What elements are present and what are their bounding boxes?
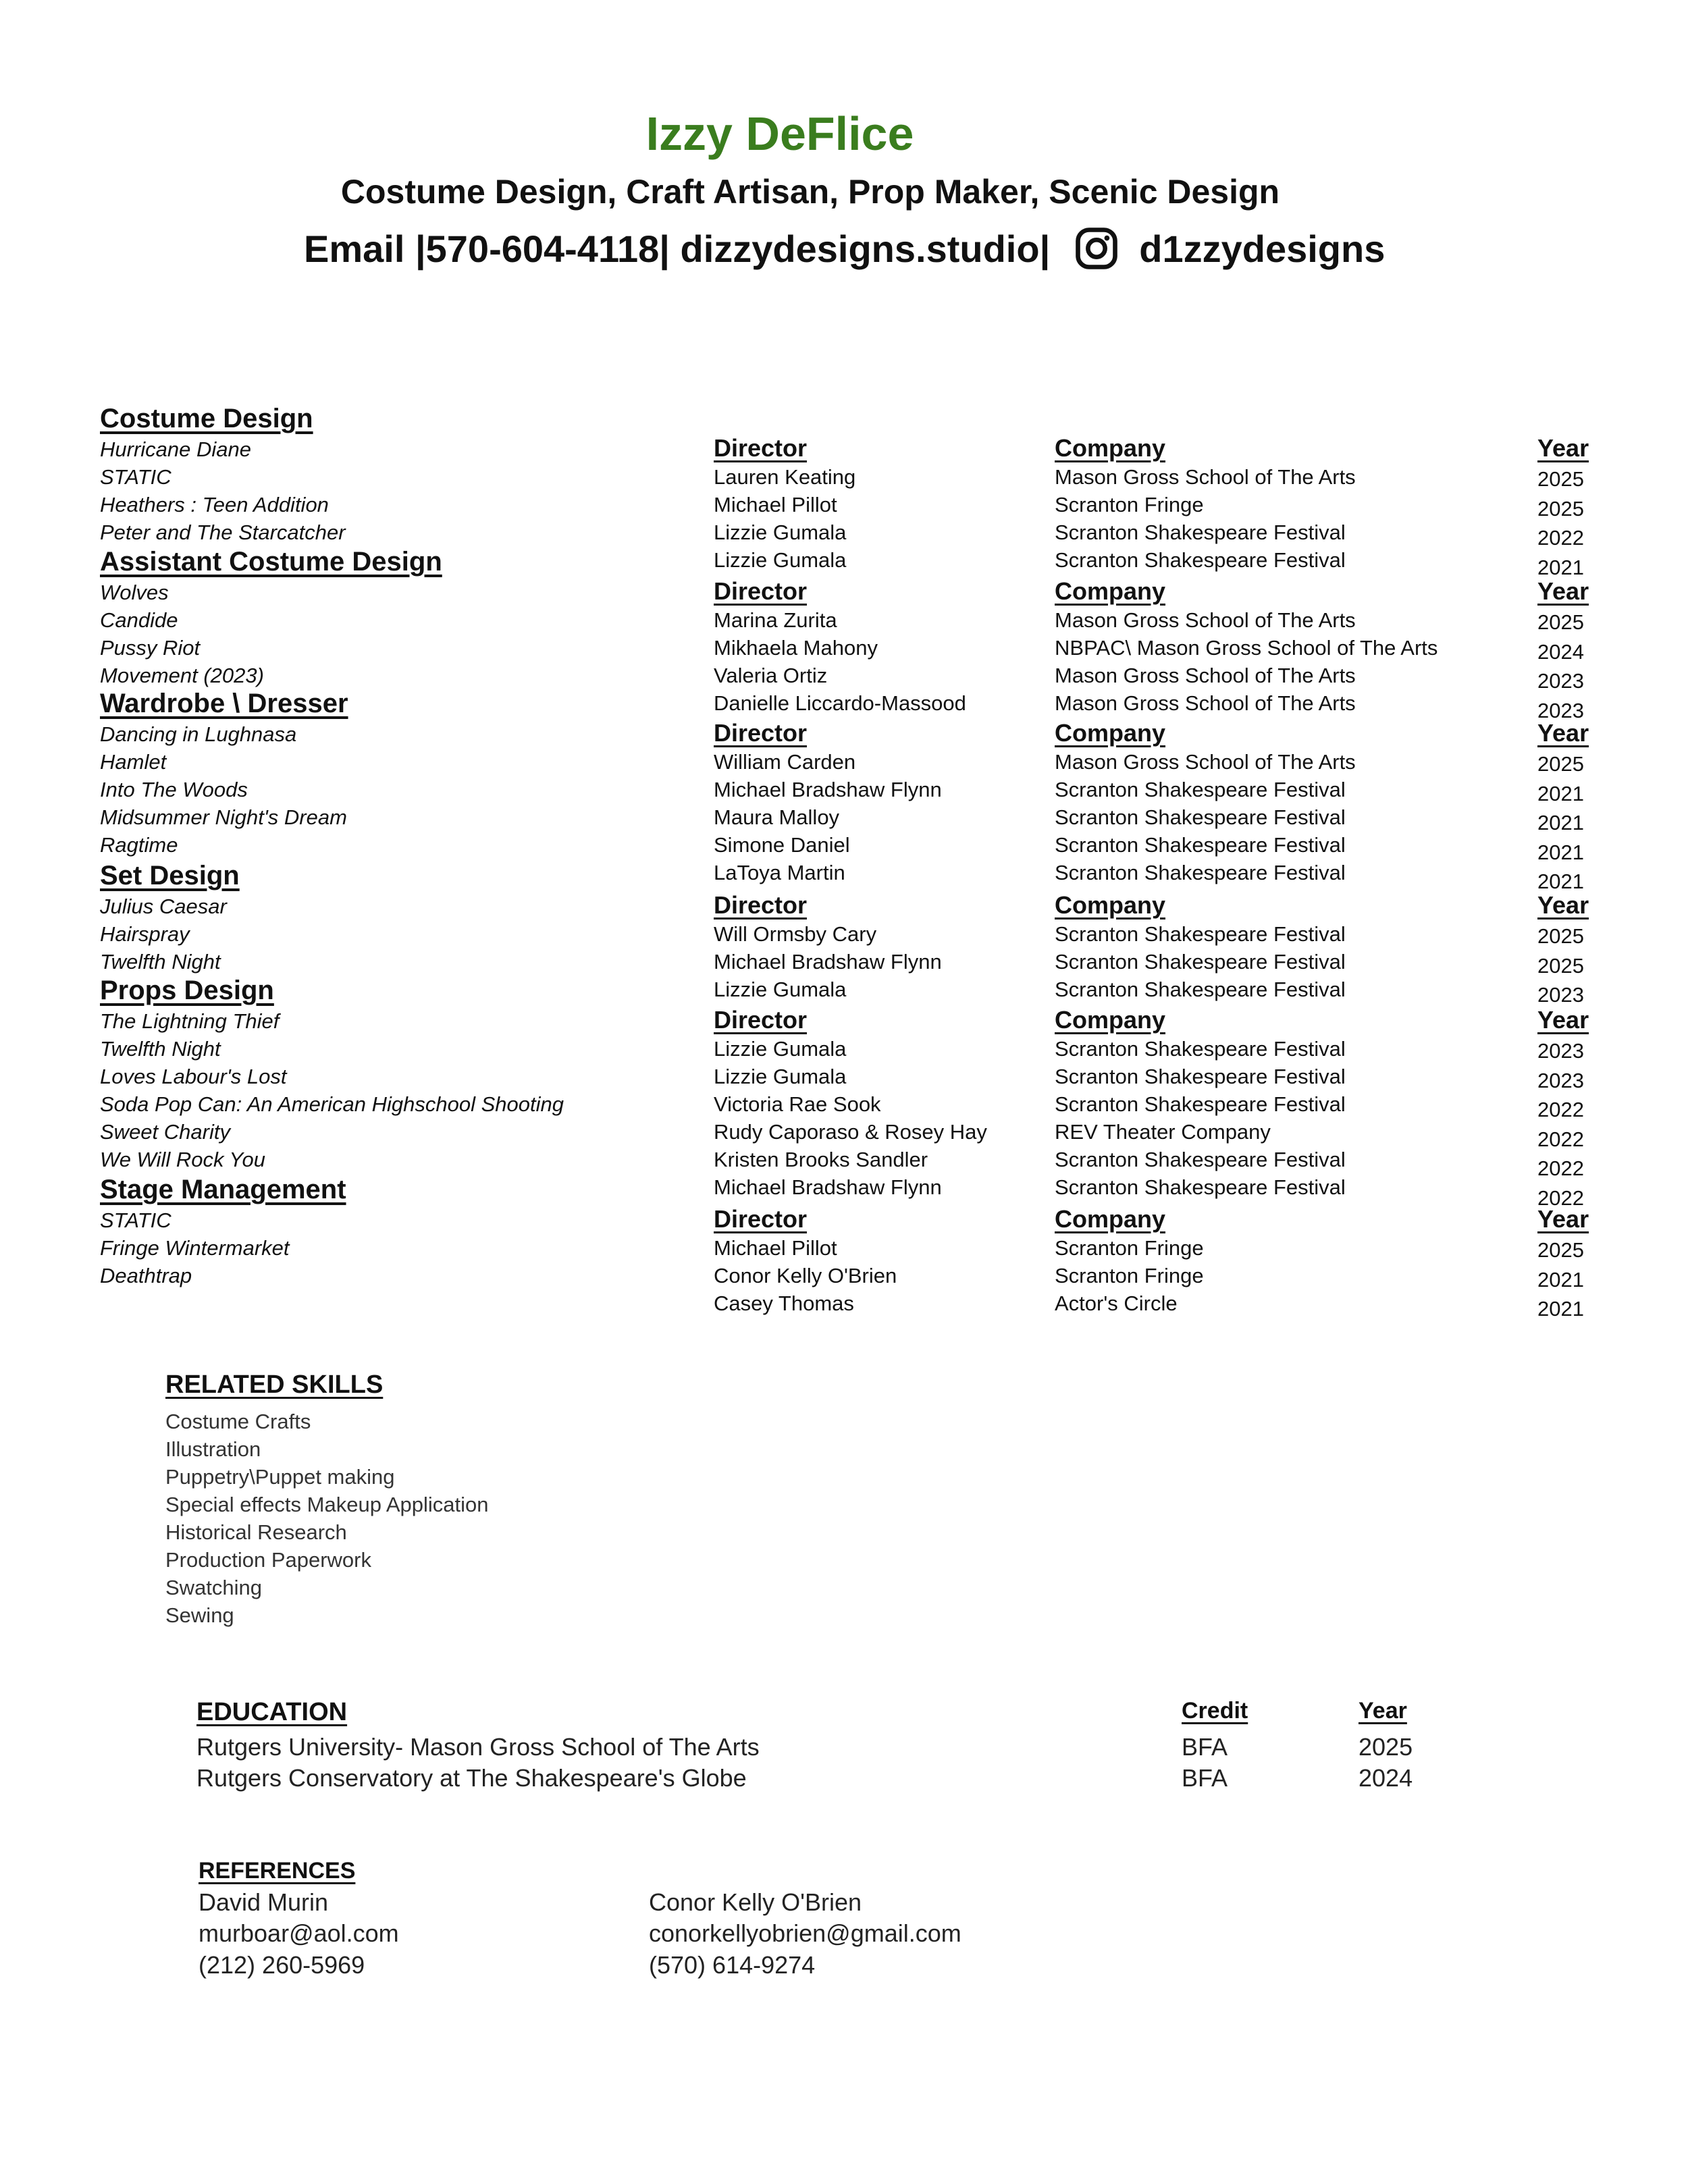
credit-show: Julius Caesar xyxy=(100,895,227,918)
credit-company: Mason Gross School of The Arts xyxy=(1055,664,1356,687)
reference-phone: (212) 260-5969 xyxy=(199,1951,365,1979)
credit-director: Lizzie Gumala xyxy=(714,978,847,1001)
company-column-header: Company xyxy=(1055,1006,1166,1034)
director-column-header: Director xyxy=(714,891,808,919)
credit-year: 2022 xyxy=(1537,1156,1584,1180)
credit-show: Heathers : Teen Addition xyxy=(100,493,329,516)
reference-phone: (570) 614-9274 xyxy=(649,1951,816,1979)
section-heading: Stage Management xyxy=(100,1175,346,1204)
director-column-header: Director xyxy=(714,434,808,462)
credit-director: William Carden xyxy=(714,750,856,774)
section-heading: Props Design xyxy=(100,976,274,1005)
credit-director: Lauren Keating xyxy=(714,465,856,489)
skill-item: Sewing xyxy=(165,1603,234,1627)
skill-item: Costume Crafts xyxy=(165,1410,311,1433)
reference-name: David Murin xyxy=(199,1888,329,1916)
credit-company: Scranton Shakespeare Festival xyxy=(1055,1065,1346,1088)
section-heading: Assistant Costume Design xyxy=(100,547,442,577)
credit-year: 2023 xyxy=(1537,669,1584,693)
credit-year: 2025 xyxy=(1537,610,1584,634)
credit-director: Michael Pillot xyxy=(714,1236,837,1260)
credit-show: Dancing in Lughnasa xyxy=(100,722,297,746)
credit-show: Into The Woods xyxy=(100,778,248,801)
credit-company: Actor's Circle xyxy=(1055,1291,1178,1315)
credit-director: Michael Pillot xyxy=(714,493,837,516)
credit-director: Lizzie Gumala xyxy=(714,548,847,572)
director-column-header: Director xyxy=(714,577,808,605)
company-column-header: Company xyxy=(1055,719,1166,747)
year-column-header: Year xyxy=(1537,1006,1589,1034)
section-heading: Wardrobe \ Dresser xyxy=(100,689,348,718)
credit-show: Candide xyxy=(100,608,178,632)
credit-year: 2022 xyxy=(1537,1098,1584,1121)
reference-email: conorkellyobrien@gmail.com xyxy=(649,1919,961,1947)
credit-show: Fringe Wintermarket xyxy=(100,1236,290,1260)
credit-company: Scranton Shakespeare Festival xyxy=(1055,805,1346,829)
resume-subtitle: Costume Design, Craft Artisan, Prop Maker, Scenic Design xyxy=(340,173,1280,211)
credit-year: 2022 xyxy=(1537,526,1584,550)
credit-director: Michael Bradshaw Flynn xyxy=(714,1175,942,1199)
credit-company: Scranton Fringe xyxy=(1055,1236,1204,1260)
credit-director: LaToya Martin xyxy=(714,861,845,884)
education-school: Rutgers University- Mason Gross School of The Arts xyxy=(196,1733,760,1761)
education-credit: BFA xyxy=(1182,1733,1228,1761)
education-heading: EDUCATION xyxy=(196,1698,348,1726)
credit-director: Victoria Rae Sook xyxy=(714,1092,881,1116)
education-year: 2025 xyxy=(1359,1733,1413,1761)
credit-company: Scranton Shakespeare Festival xyxy=(1055,1037,1346,1061)
credit-show: Movement (2023) xyxy=(100,664,264,687)
year-column-header: Year xyxy=(1537,434,1589,462)
contact-line xyxy=(304,226,1385,271)
credit-company: Scranton Shakespeare Festival xyxy=(1055,922,1346,946)
year-column-header: Year xyxy=(1537,1205,1589,1233)
credit-company: Scranton Fringe xyxy=(1055,1264,1204,1287)
credit-show: Twelfth Night xyxy=(100,1037,221,1061)
credit-company: Scranton Fringe xyxy=(1055,493,1204,516)
year-column-header: Year xyxy=(1537,719,1589,747)
credit-year: 2023 xyxy=(1537,698,1584,722)
skill-item: Special effects Makeup Application xyxy=(165,1493,489,1516)
director-column-header: Director xyxy=(714,719,808,747)
credit-director: Lizzie Gumala xyxy=(714,1037,847,1061)
credit-company: Scranton Shakespeare Festival xyxy=(1055,861,1346,884)
credit-year: 2025 xyxy=(1537,467,1584,491)
credit-year: 2021 xyxy=(1537,781,1584,805)
skills-heading: RELATED SKILLS xyxy=(165,1370,384,1399)
credit-company: Scranton Shakespeare Festival xyxy=(1055,521,1346,544)
skill-item: Production Paperwork xyxy=(165,1548,371,1572)
credit-year: 2022 xyxy=(1537,1186,1584,1210)
credit-show: STATIC xyxy=(100,1208,172,1232)
credit-year: 2023 xyxy=(1537,983,1584,1007)
credit-year: 2023 xyxy=(1537,1039,1584,1063)
credit-director: Conor Kelly O'Brien xyxy=(714,1264,897,1287)
credit-year: 2021 xyxy=(1537,555,1584,579)
credit-director: Maura Malloy xyxy=(714,805,840,829)
credit-company: Scranton Shakespeare Festival xyxy=(1055,1148,1346,1171)
credit-show: Soda Pop Can: An American Highschool Shooting xyxy=(100,1092,564,1116)
company-column-header: Company xyxy=(1055,577,1166,605)
credit-show: Hamlet xyxy=(100,750,167,774)
year-column-header: Year xyxy=(1537,577,1589,605)
credit-show: Hurricane Diane xyxy=(100,437,251,461)
credit-director: Danielle Liccardo-Massood xyxy=(714,691,966,715)
credit-year: 2025 xyxy=(1537,496,1584,521)
skill-item: Puppetry\Puppet making xyxy=(165,1465,395,1489)
credit-show: The Lightning Thief xyxy=(100,1009,280,1033)
instagram-handle: d1zzydesigns xyxy=(1139,227,1386,270)
credit-show: Twelfth Night xyxy=(100,950,221,974)
credit-company: Scranton Shakespeare Festival xyxy=(1055,778,1346,801)
credit-show: Midsummer Night's Dream xyxy=(100,805,347,829)
credit-director: Lizzie Gumala xyxy=(714,1065,847,1088)
credit-director: Kristen Brooks Sandler xyxy=(714,1148,928,1171)
credit-director: Marina Zurita xyxy=(714,608,837,632)
credit-year: 2021 xyxy=(1537,1297,1584,1321)
section-heading: Costume Design xyxy=(100,404,313,433)
credit-company: Mason Gross School of The Arts xyxy=(1055,750,1356,774)
credit-year: 2025 xyxy=(1537,953,1584,978)
credit-year: 2025 xyxy=(1537,752,1584,776)
company-column-header: Company xyxy=(1055,1205,1166,1233)
credit-director: Michael Bradshaw Flynn xyxy=(714,778,942,801)
credit-director: Michael Bradshaw Flynn xyxy=(714,950,942,974)
credit-director: Casey Thomas xyxy=(714,1291,854,1315)
credit-company: REV Theater Company xyxy=(1055,1120,1271,1144)
director-column-header: Director xyxy=(714,1205,808,1233)
references-heading: REFERENCES xyxy=(199,1858,356,1884)
credit-company: Scranton Shakespeare Festival xyxy=(1055,548,1346,572)
credit-show: Deathtrap xyxy=(100,1264,192,1287)
education-credit-header: Credit xyxy=(1182,1698,1248,1724)
education-year-header: Year xyxy=(1359,1698,1407,1724)
credit-company: NBPAC\ Mason Gross School of The Arts xyxy=(1055,636,1438,660)
education-school: Rutgers Conservatory at The Shakespeare's Globe xyxy=(196,1764,747,1792)
credit-show: Pussy Riot xyxy=(100,636,201,660)
credit-show: STATIC xyxy=(100,465,172,489)
director-column-header: Director xyxy=(714,1006,808,1034)
skill-item: Swatching xyxy=(165,1576,263,1599)
company-column-header: Company xyxy=(1055,891,1166,919)
credit-show: Hairspray xyxy=(100,922,190,946)
credit-company: Mason Gross School of The Arts xyxy=(1055,465,1356,489)
credit-director: Simone Daniel xyxy=(714,833,850,857)
credit-company: Scranton Shakespeare Festival xyxy=(1055,978,1346,1001)
credit-company: Scranton Shakespeare Festival xyxy=(1055,1092,1346,1116)
credit-year: 2024 xyxy=(1537,639,1584,664)
credit-year: 2022 xyxy=(1537,1127,1584,1151)
credit-show: Ragtime xyxy=(100,833,178,857)
credit-company: Scranton Shakespeare Festival xyxy=(1055,833,1346,857)
year-column-header: Year xyxy=(1537,891,1589,919)
credit-year: 2021 xyxy=(1537,1267,1584,1291)
instagram-icon xyxy=(1074,226,1119,271)
credit-show: Loves Labour's Lost xyxy=(100,1065,287,1088)
resume-name: Izzy DeFlice xyxy=(645,107,914,160)
section-heading: Set Design xyxy=(100,861,240,890)
credit-company: Scranton Shakespeare Festival xyxy=(1055,1175,1346,1199)
credit-show: Sweet Charity xyxy=(100,1120,230,1144)
skill-item: Historical Research xyxy=(165,1520,347,1544)
education-year: 2024 xyxy=(1359,1764,1413,1792)
credit-director: Lizzie Gumala xyxy=(714,521,847,544)
reference-email: murboar@aol.com xyxy=(199,1919,399,1947)
company-column-header: Company xyxy=(1055,434,1166,462)
credit-year: 2025 xyxy=(1537,1238,1584,1262)
credit-show: Wolves xyxy=(100,581,169,604)
credit-director: Rudy Caporaso & Rosey Hay xyxy=(714,1120,987,1144)
credit-show: Peter and The Starcatcher xyxy=(100,521,346,544)
contact-text: Email |570-604-4118| dizzydesigns.studio| xyxy=(304,227,1051,270)
credit-company: Scranton Shakespeare Festival xyxy=(1055,950,1346,974)
credit-director: Mikhaela Mahony xyxy=(714,636,878,660)
credit-year: 2021 xyxy=(1537,811,1584,834)
credit-year: 2025 xyxy=(1537,924,1584,948)
credit-year: 2021 xyxy=(1537,840,1584,864)
skill-item: Illustration xyxy=(165,1437,261,1461)
credit-company: Mason Gross School of The Arts xyxy=(1055,608,1356,632)
credit-company: Mason Gross School of The Arts xyxy=(1055,691,1356,715)
credit-director: Will Ormsby Cary xyxy=(714,922,877,946)
credit-year: 2021 xyxy=(1537,870,1584,893)
credit-show: We Will Rock You xyxy=(100,1148,265,1171)
education-credit: BFA xyxy=(1182,1764,1228,1792)
reference-name: Conor Kelly O'Brien xyxy=(649,1888,862,1916)
credit-director: Valeria Ortiz xyxy=(714,664,828,687)
credit-year: 2023 xyxy=(1537,1068,1584,1092)
